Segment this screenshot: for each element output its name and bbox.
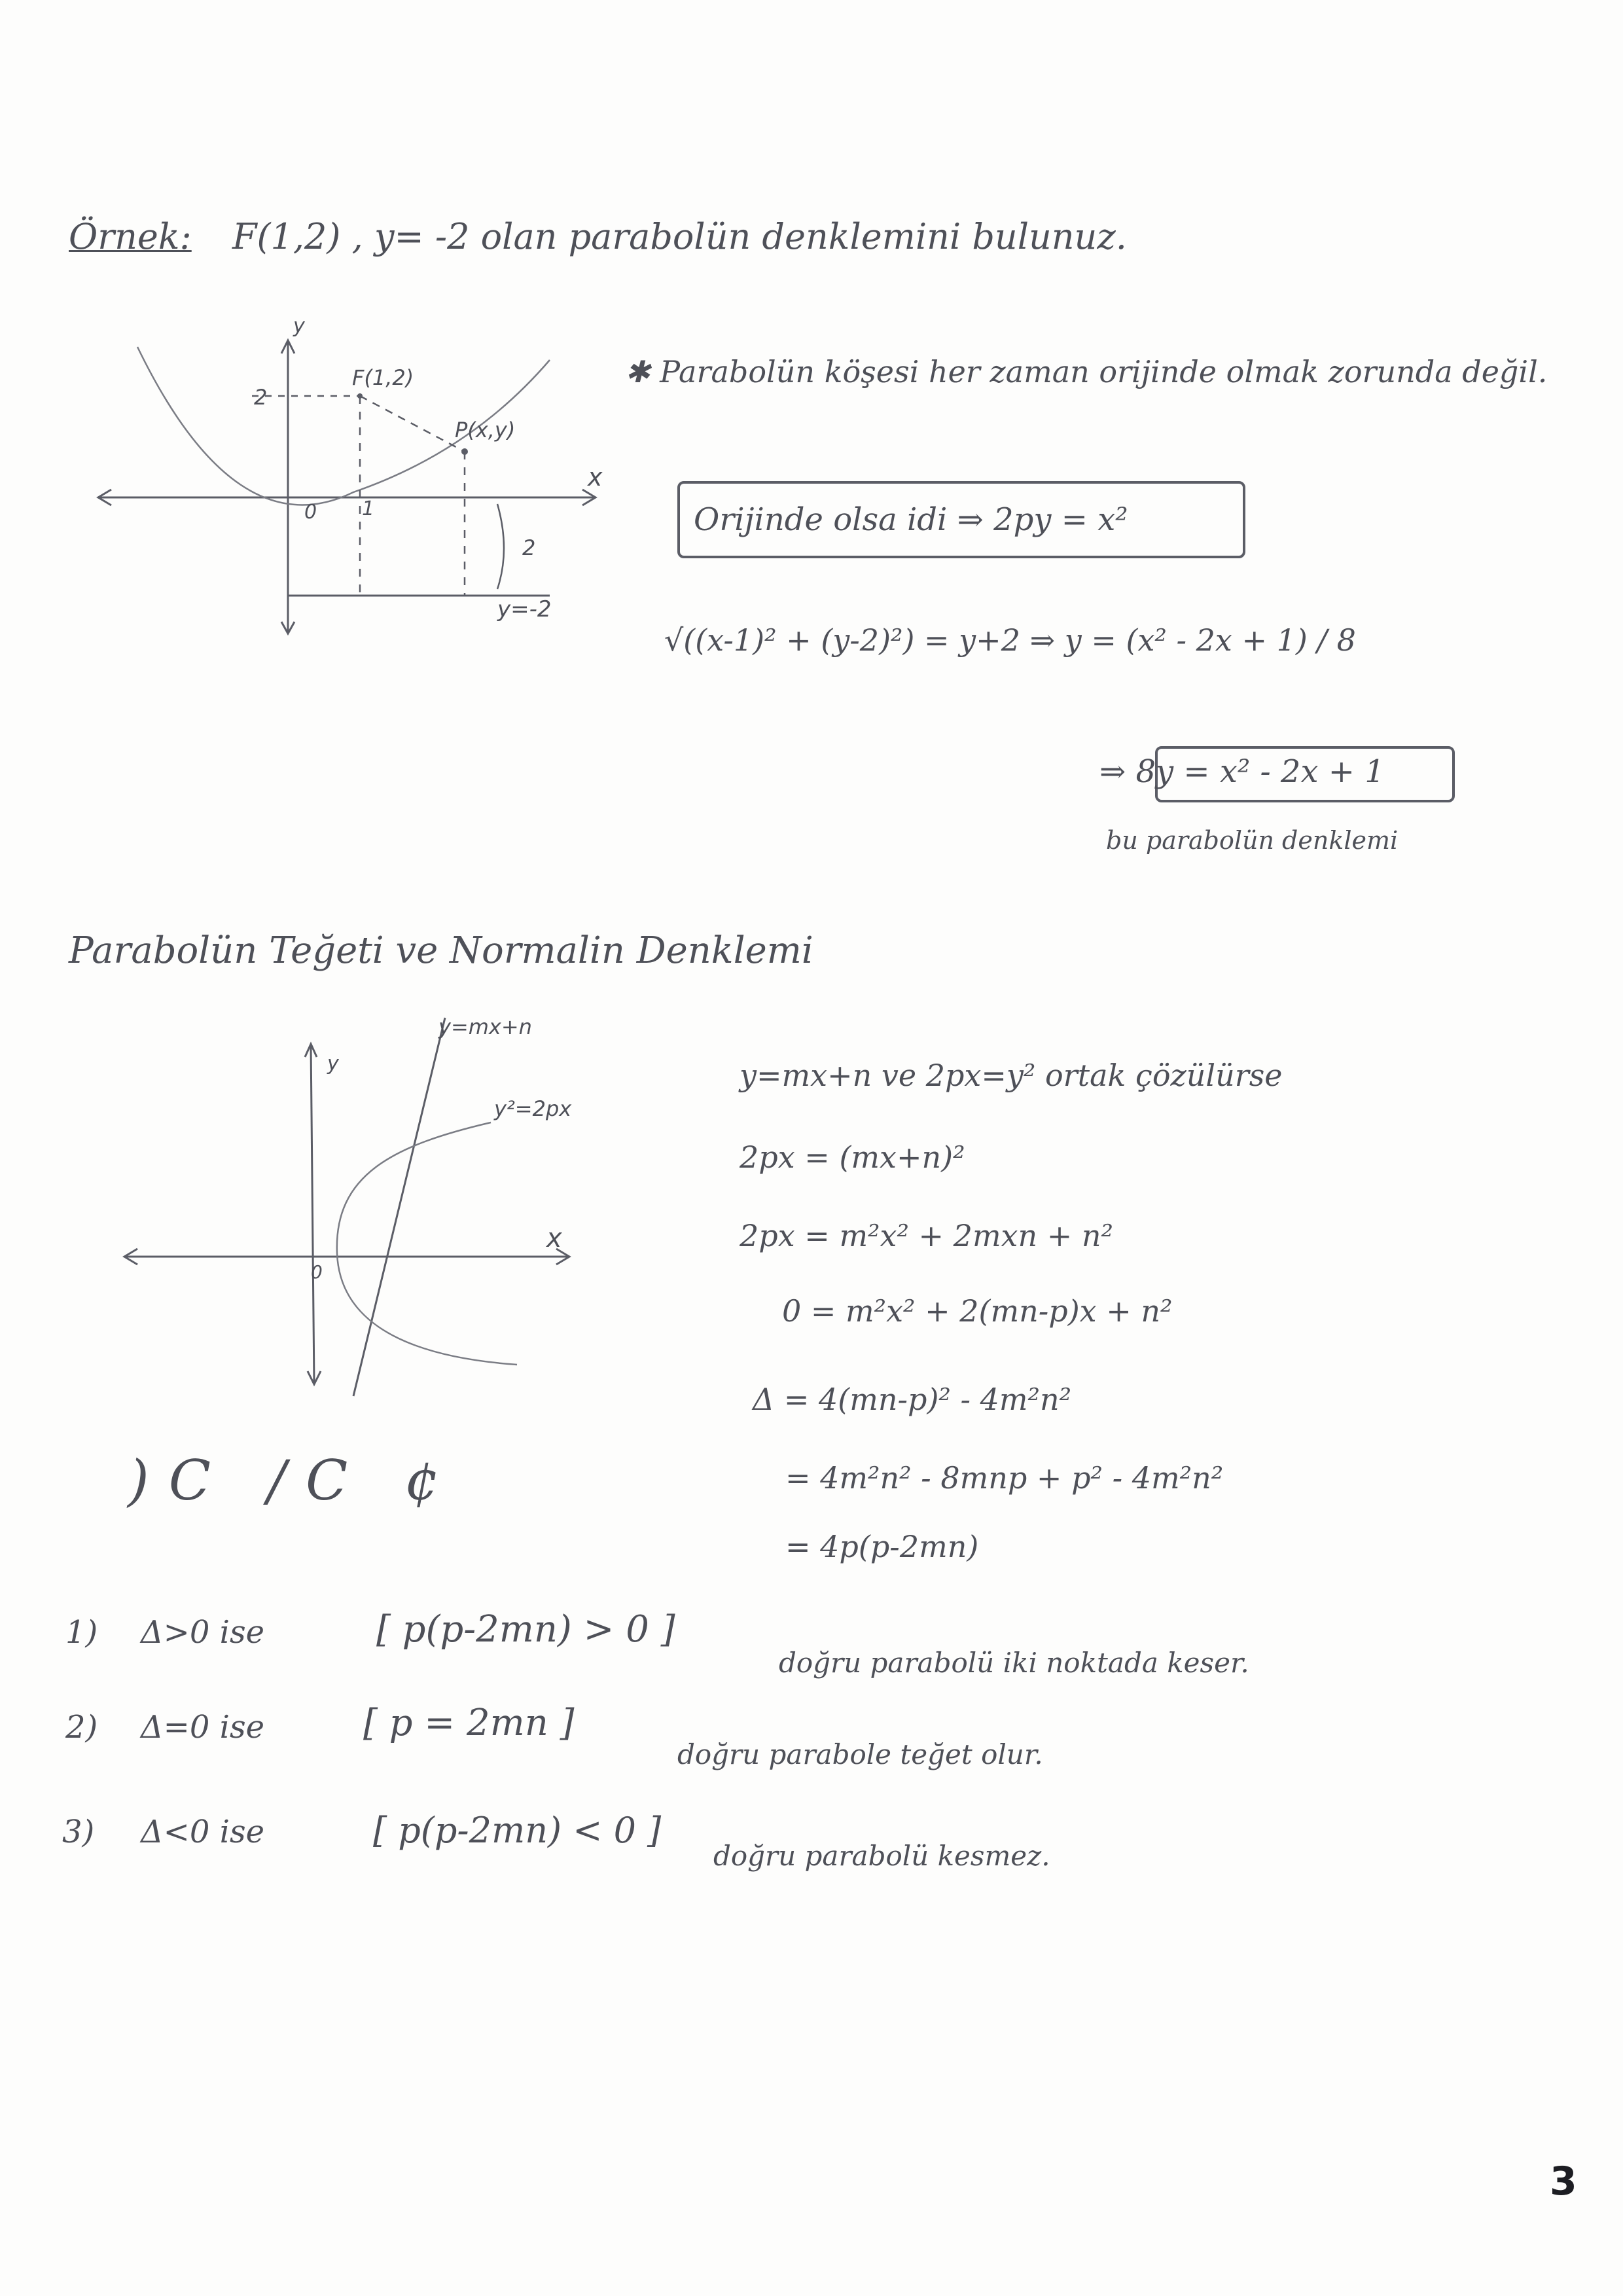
fig2-x-axis-label: x <box>546 1223 562 1253</box>
fig1-directrix-label: y=-2 <box>497 596 552 622</box>
derivation-line-3: 2px = m²x² + 2mxn + n² <box>740 1218 1113 1253</box>
fig1-y-axis-label: y <box>293 315 305 338</box>
case-1-text: doğru parabolü iki noktada keser. <box>779 1647 1249 1679</box>
solution-eq2: ⇒ 8y = x² - 2x + 1 <box>1099 753 1385 790</box>
example-problem: F(1,2) , y= -2 olan parabolün denklemini bulunuz. <box>232 216 1127 257</box>
fig2-origin: 0 <box>311 1261 323 1283</box>
fig1-origin: 0 <box>304 501 317 524</box>
fig1-point-label: P(x,y) <box>455 418 516 442</box>
derivation-line-2: 2px = (mx+n)² <box>740 1139 965 1175</box>
doodle-symbols: )C /C ¢ <box>128 1448 459 1513</box>
fig1-tick-1: 1 <box>362 497 375 520</box>
derivation-line-5: Δ = 4(mn-p)² - 4m²n² <box>753 1382 1072 1417</box>
parabola-figure-2 <box>111 1005 635 1410</box>
case-2-condition: Δ=0 ise <box>141 1709 265 1746</box>
derivation-line-7: = 4p(p-2mn) <box>785 1529 979 1564</box>
case-1-expression: [ p(p-2mn) > 0 ] <box>376 1608 675 1651</box>
case-3-condition: Δ<0 ise <box>141 1814 265 1850</box>
case-3-text: doğru parabolü kesmez. <box>713 1840 1050 1872</box>
fig1-distance-label: 2 <box>522 535 536 560</box>
case-2-expression: [ p = 2mn ] <box>363 1702 575 1744</box>
fig1-focus-label: F(1,2) <box>352 365 414 390</box>
case-3-expression: [ p(p-2mn) < 0 ] <box>373 1810 662 1851</box>
page-number: 3 <box>1550 2159 1577 2204</box>
case-1-number: 1) <box>65 1614 98 1651</box>
solution-eq1: √((x-1)² + (y-2)²) = y+2 ⇒ y = (x² - 2x + 1) / 8 <box>664 622 1356 658</box>
section-heading: Parabolün Teğeti ve Normalin Denklemi <box>69 929 813 972</box>
solution-caption: bu parabolün denklemi <box>1106 826 1399 855</box>
note-line: ✱ Parabolün köşesi her zaman orijinde olmak zorunda değil. <box>625 354 1548 389</box>
derivation-line-4: 0 = m²x² + 2(mn-p)x + n² <box>782 1293 1173 1329</box>
fig2-line-label: y=mx+n <box>438 1014 532 1039</box>
fig2-curve-label: y²=2px <box>494 1096 572 1121</box>
fig1-tick-2: 2 <box>254 385 268 410</box>
fig2-y-axis-label: y <box>327 1052 339 1075</box>
case-3-number: 3) <box>62 1814 95 1850</box>
derivation-line-6: = 4m²n² - 8mnp + p² - 4m²n² <box>785 1460 1224 1496</box>
parabola-figure-1 <box>92 314 615 655</box>
case-2-number: 2) <box>65 1709 98 1746</box>
note-box-text: Orijinde olsa idi ⇒ 2py = x² <box>694 501 1128 538</box>
derivation-line-1: y=mx+n ve 2px=y² ortak çözülürse <box>740 1058 1283 1093</box>
fig1-x-axis-label: x <box>588 463 603 492</box>
case-1-condition: Δ>0 ise <box>141 1614 265 1651</box>
example-label: Örnek: <box>69 216 192 257</box>
case-2-text: doğru parabole teğet olur. <box>677 1738 1043 1770</box>
